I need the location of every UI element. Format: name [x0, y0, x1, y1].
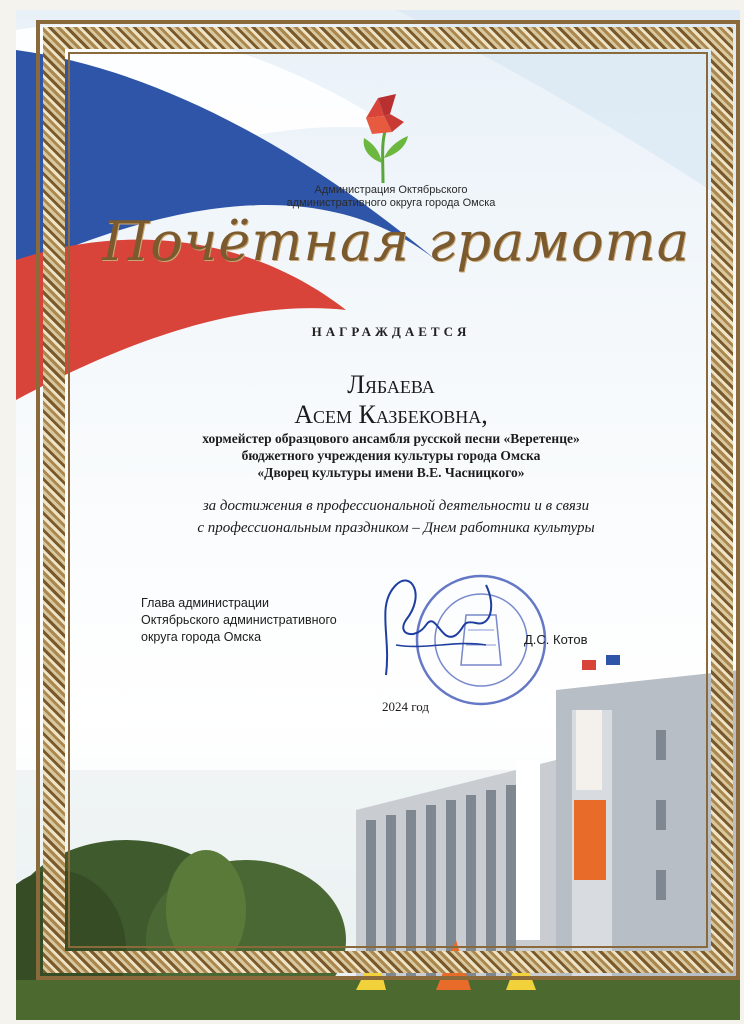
- award-reason: [136, 495, 656, 539]
- organization-name: [246, 184, 536, 210]
- signatory-title-line: Октябрьского административного: [141, 613, 337, 627]
- organization-line-2: административного округа города Омска: [286, 197, 496, 209]
- recipient-given-names: Асем Казбековна,: [294, 400, 488, 429]
- signatory-title-line: Глава администрации: [141, 596, 269, 610]
- reason-line: с профессиональным праздником – Днем работника культуры: [197, 520, 595, 536]
- awarded-label: НАГРАЖДАЕТСЯ: [311, 324, 471, 339]
- signatory-title: [141, 595, 371, 646]
- certificate-sheet: [16, 10, 740, 1020]
- certificate-title: Почётная грамота: [102, 210, 690, 273]
- position-line: хормейстер образцового ансамбля русской песни «Веретенце»: [202, 431, 580, 446]
- recipient-position: [156, 430, 626, 481]
- certificate-year: 2024 год: [382, 699, 429, 714]
- position-line: «Дворец культуры имени В.Е. Часницкого»: [257, 465, 525, 480]
- signatory-title-line: округа города Омска: [141, 630, 262, 644]
- omsk-flower-emblem: [348, 88, 418, 188]
- signatory-name: Д.С. Котов: [524, 632, 588, 647]
- position-line: бюджетного учреждения культуры города Омска: [241, 448, 541, 463]
- reason-line: за достижения в профессиональной деятельности и в связи: [202, 498, 590, 514]
- recipient-surname: Лябаева: [347, 370, 435, 399]
- handwritten-signature: [366, 565, 506, 685]
- organization-line-1: Администрация Октябрьского: [314, 184, 468, 196]
